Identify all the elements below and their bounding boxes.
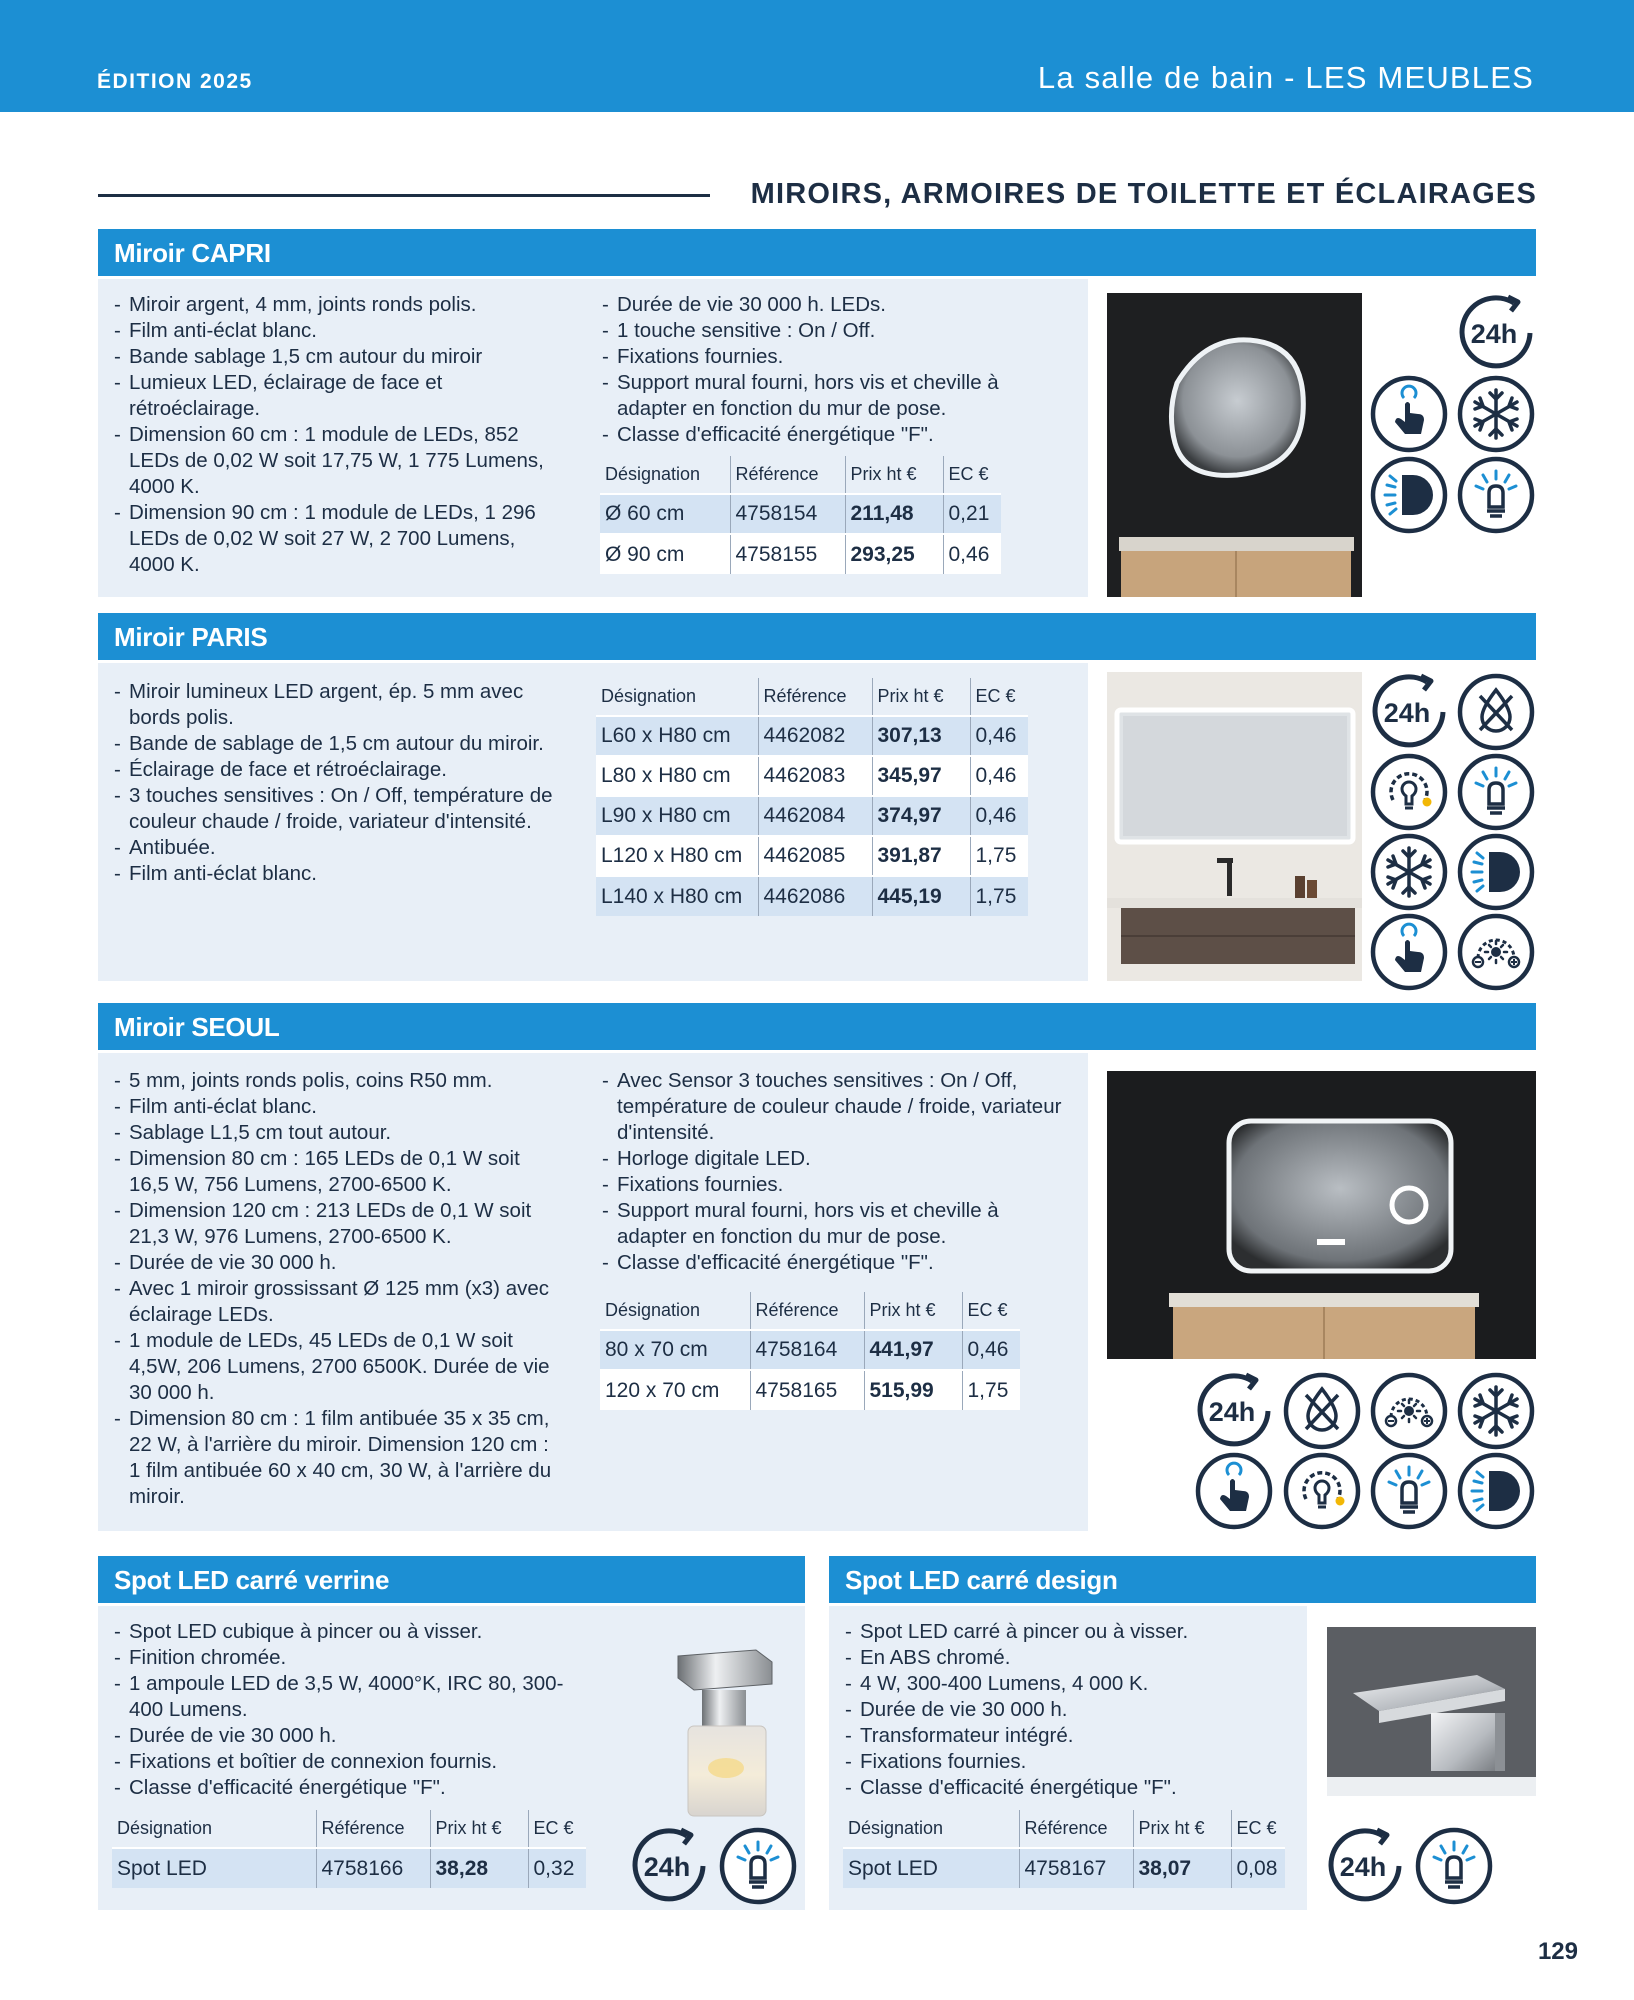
price-cell: 211,48 [845,494,943,534]
no-water-icon [1282,1371,1362,1451]
col-reference: Référence [758,678,872,716]
table-row [600,1370,1020,1410]
led-bulb-icon [718,1826,798,1906]
table-row [600,494,1001,534]
24h-delivery-icon [629,1826,709,1906]
designation-cell: 120 x 70 cm [600,1370,750,1410]
price-cell: 293,25 [845,534,943,574]
seoul-title-bar: Miroir SEOUL [98,1003,1536,1050]
list-item: - En ABS chromé. [845,1645,1295,1671]
list-item: - Fixations fournies. [845,1749,1295,1775]
list-item: - Durée de vie 30 000 h. LEDs. [602,292,1072,318]
list-item: - Antibuée. [114,835,554,861]
table-row [600,1330,1020,1370]
paris-title-bar: Miroir PARIS [98,613,1536,660]
spot-design-price-table [843,1810,1285,1888]
col-reference: Référence [1019,1810,1133,1848]
list-item: - 1 module de LEDs, 45 LEDs de 0,1 W soit 4,5W, 206 Lumens, 2700 6500K. Durée de vie 30 000 h. [114,1328,564,1406]
table-row [843,1848,1285,1888]
table-row [596,716,1028,756]
table-row [596,796,1028,836]
designation-cell: L80 x H80 cm [596,756,758,796]
col-price: Prix ht € [864,1292,962,1330]
seoul-features-left [114,1068,564,1510]
reference-cell: 4462083 [758,756,872,796]
spot-verrine-price-table [112,1810,586,1888]
spot-design-product-photo [1327,1627,1536,1796]
col-designation: Désignation [596,678,758,716]
paris-product-photo [1107,672,1362,981]
page-number: 129 [1537,1938,1578,1965]
ec-cell: 0,46 [962,1330,1020,1370]
reference-cell: 4462086 [758,876,872,916]
no-water-icon [1456,672,1536,752]
antifog-icon [1369,832,1449,912]
col-ec: EC € [533,1818,574,1838]
backlight-icon [1456,1451,1536,1531]
list-item: - Support mural fourni, hors vis et cheville à adapter en fonction du mur de pose. [602,370,1072,422]
led-bulb-icon [1369,1451,1449,1531]
list-item: - Durée de vie 30 000 h. [114,1250,564,1276]
reference-cell: 4462084 [758,796,872,836]
list-item: - Finition chromée. [114,1645,584,1671]
table-header-row [600,456,1001,494]
list-item: - Bande de sablage de 1,5 cm autour du miroir. [114,731,554,757]
list-item: - Durée de vie 30 000 h. [114,1723,584,1749]
reference-cell: 4758165 [750,1370,864,1410]
table-header-row [600,1292,1020,1330]
reference-cell: 4758155 [730,534,845,574]
list-item: - Éclairage de face et rétroéclairage. [114,757,554,783]
list-item: - Classe d'efficacité énergétique "F". [845,1775,1295,1801]
24h-delivery-icon [1456,293,1536,373]
price-cell: 38,07 [1133,1848,1231,1888]
seoul-features-right [602,1068,1072,1276]
24h-delivery-icon [1369,672,1449,752]
price-cell: 38,28 [430,1848,528,1888]
24h-delivery-icon [1325,1826,1405,1906]
spot-verrine-features [114,1619,584,1801]
capri-product-photo [1107,293,1362,597]
price-cell: 345,97 [872,756,970,796]
col-reference: Référence [316,1810,430,1848]
antifog-icon [1456,374,1536,454]
table-header-row [843,1810,1285,1848]
list-item: - Spot LED cubique à pincer ou à visser. [114,1619,584,1645]
list-item: - 5 mm, joints ronds polis, coins R50 mm. [114,1068,564,1094]
list-item: - Classe d'efficacité énergétique "F". [114,1775,584,1801]
price-cell: 515,99 [864,1370,962,1410]
spot-design-title-bar: Spot LED carré design [829,1556,1536,1603]
list-item: - Dimension 120 cm : 213 LEDs de 0,1 W soit 21,3 W, 976 Lumens, 2700-6500 K. [114,1198,564,1250]
col-ec: EC € [1236,1818,1277,1838]
capri-features-left [114,292,554,578]
col-designation: Désignation [843,1810,1019,1848]
price-cell: 445,19 [872,876,970,916]
page-title: La salle de bain - LES MEUBLES [1037,60,1534,95]
reference-cell: 4758154 [730,494,845,534]
color-temperature-icon [1456,912,1536,992]
col-ec: EC € [975,686,1016,706]
paris-price-table [596,678,1028,916]
list-item: - Film anti-éclat blanc. [114,861,554,887]
list-item: - Classe d'efficacité énergétique "F". [602,1250,1072,1276]
list-item: - Support mural fourni, hors vis et cheville à adapter en fonction du mur de pose. [602,1198,1072,1250]
list-item: - Durée de vie 30 000 h. [845,1697,1295,1723]
col-price: Prix ht € [872,678,970,716]
antifog-icon [1456,1371,1536,1451]
reference-cell: 4462082 [758,716,872,756]
section-title: MIROIRS, ARMOIRES DE TOILETTE ET ÉCLAIRAGES [750,178,1537,210]
ec-cell: 0,46 [970,756,1028,796]
table-row [112,1848,586,1888]
col-designation: Désignation [600,1292,750,1330]
backlight-icon [1369,455,1449,535]
list-item: - Bande sablage 1,5 cm autour du miroir [114,344,554,370]
led-bulb-icon [1414,1826,1494,1906]
list-item: - Dimension 80 cm : 165 LEDs de 0,1 W soit 16,5 W, 756 Lumens, 2700-6500 K. [114,1146,564,1198]
table-header-row [112,1810,586,1848]
list-item: - Film anti-éclat blanc. [114,1094,564,1120]
list-item: - Lumieux LED, éclairage de face et rétroéclairage. [114,370,554,422]
col-price: Prix ht € [1133,1810,1231,1848]
touch-sensor-icon [1194,1451,1274,1531]
list-item: - 3 touches sensitives : On / Off, température de couleur chaude / froide, variateur d'intensité. [114,783,554,835]
list-item: - Fixations fournies. [602,1172,1072,1198]
col-reference: Référence [750,1292,864,1330]
ec-cell: 0,46 [970,796,1028,836]
seoul-product-photo [1107,1071,1536,1359]
list-item: - 1 ampoule LED de 3,5 W, 4000°K, IRC 80, 300-400 Lumens. [114,1671,584,1723]
list-item: - Fixations fournies. [602,344,1072,370]
capri-price-table [600,456,1001,574]
led-bulb-icon [1456,752,1536,832]
col-price: Prix ht € [430,1810,528,1848]
ec-cell: 0,21 [943,494,1001,534]
spot-verrine-product-photo [664,1640,788,1820]
price-cell: 374,97 [872,796,970,836]
col-price: Prix ht € [845,456,943,494]
reference-cell: 4758164 [750,1330,864,1370]
spot-verrine-title-bar: Spot LED carré verrine [98,1556,805,1603]
list-item: - Dimension 80 cm : 1 film antibuée 35 x 35 cm, 22 W, à l'arrière du miroir. Dimension 120 cm : 1 film antibuée 60 x 40 cm, 30 W, à l'arrière du miroir. [114,1406,564,1510]
capri-title-bar: Miroir CAPRI [98,229,1536,276]
list-item: - Miroir argent, 4 mm, joints ronds polis. [114,292,554,318]
reference-cell: 4758167 [1019,1848,1133,1888]
touch-sensor-icon [1369,912,1449,992]
list-item: - Avec Sensor 3 touches sensitives : On / Off, température de couleur chaude / froide, variateur d'intensité. [602,1068,1072,1146]
list-item: - Avec 1 miroir grossissant Ø 125 mm (x3) avec éclairage LEDs. [114,1276,564,1328]
designation-cell: Spot LED [843,1848,1019,1888]
col-designation: Désignation [112,1810,316,1848]
seoul-price-table [600,1292,1020,1410]
designation-cell: 80 x 70 cm [600,1330,750,1370]
spot-design-features [845,1619,1295,1801]
ec-cell: 0,32 [528,1848,586,1888]
ec-cell: 1,75 [962,1370,1020,1410]
list-item: - Transformateur intégré. [845,1723,1295,1749]
list-item: - Dimension 60 cm : 1 module de LEDs, 852 LEDs de 0,02 W soit 17,75 W, 1 775 Lumens, 4000 K. [114,422,554,500]
designation-cell: L120 x H80 cm [596,836,758,876]
col-ec: EC € [948,464,989,484]
price-cell: 441,97 [864,1330,962,1370]
table-row [596,876,1028,916]
list-item: - Film anti-éclat blanc. [114,318,554,344]
designation-cell: L90 x H80 cm [596,796,758,836]
price-cell: 391,87 [872,836,970,876]
touch-sensor-icon [1369,374,1449,454]
ec-cell: 1,75 [970,836,1028,876]
reference-cell: 4462085 [758,836,872,876]
reference-cell: 4758166 [316,1848,430,1888]
edition-label: ÉDITION 2025 [97,70,253,93]
designation-cell: Ø 90 cm [600,534,730,574]
list-item: - Sablage L1,5 cm tout autour. [114,1120,564,1146]
table-row [596,836,1028,876]
capri-features-right [602,292,1072,448]
table-row [596,756,1028,796]
col-reference: Référence [730,456,845,494]
ec-cell: 0,46 [943,534,1001,574]
24h-delivery-icon [1194,1371,1274,1451]
list-item: - Dimension 90 cm : 1 module de LEDs, 1 296 LEDs de 0,02 W soit 27 W, 2 700 Lumens, 4000 K. [114,500,554,578]
dimmer-icon [1282,1451,1362,1531]
list-item: - Fixations et boîtier de connexion fournis. [114,1749,584,1775]
col-designation: Désignation [600,456,730,494]
list-item: - 4 W, 300-400 Lumens, 4 000 K. [845,1671,1295,1697]
list-item: - Classe d'efficacité énergétique "F". [602,422,1072,448]
list-item: - Miroir lumineux LED argent, ép. 5 mm avec bords polis. [114,679,554,731]
led-bulb-icon [1456,455,1536,535]
ec-cell: 0,46 [970,716,1028,756]
designation-cell: Ø 60 cm [600,494,730,534]
list-item: - Horloge digitale LED. [602,1146,1072,1172]
designation-cell: L60 x H80 cm [596,716,758,756]
table-header-row [596,678,1028,716]
ec-cell: 1,75 [970,876,1028,916]
paris-features [114,679,554,887]
ec-cell: 0,08 [1231,1848,1285,1888]
list-item: - 1 touche sensitive : On / Off. [602,318,1072,344]
dimmer-icon [1369,752,1449,832]
price-cell: 307,13 [872,716,970,756]
table-row [600,534,1001,574]
col-ec: EC € [967,1300,1008,1320]
designation-cell: Spot LED [112,1848,316,1888]
list-item: - Spot LED carré à pincer ou à visser. [845,1619,1295,1645]
backlight-icon [1456,832,1536,912]
section-divider [98,194,710,197]
color-temperature-icon [1369,1371,1449,1451]
designation-cell: L140 x H80 cm [596,876,758,916]
